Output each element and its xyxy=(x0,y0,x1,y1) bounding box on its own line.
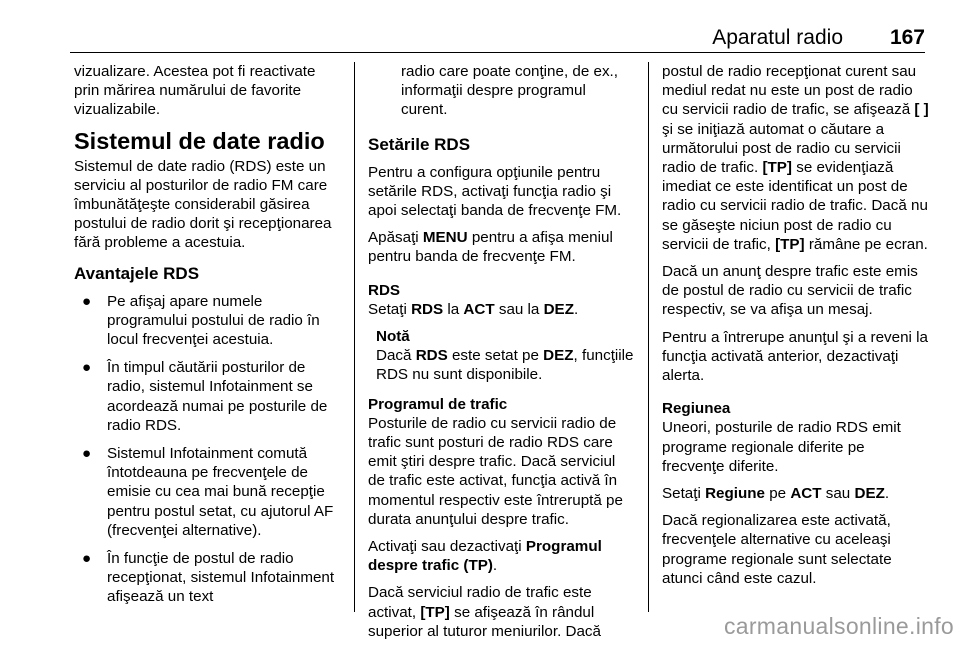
column-divider-2 xyxy=(648,62,649,612)
region-paragraph-3: Dacă regionalizarea este activată, frecvenţele alternative cu aceleaşi programe regionale sunt selectate atunci când este cazul. xyxy=(662,512,892,587)
menu-key-label: MENU xyxy=(422,229,468,247)
header-title: Aparatul radio xyxy=(712,26,843,49)
list-item: ● În funcţie de postul de radio recepţionat, sistemul Infotainment afişează un text xyxy=(82,550,335,606)
advantages-list xyxy=(74,292,344,607)
settings-paragraph-2: Apăsaţi MENU pentru a afişa meniul pentru banda de frecvenţe FM. xyxy=(368,229,613,266)
bullet-icon: ● xyxy=(82,445,92,463)
column-divider-1 xyxy=(354,62,355,612)
page-header xyxy=(70,26,925,53)
traffic-program-heading: Programul de trafic xyxy=(368,395,508,413)
section-heading-rds: Sistemul de date radio xyxy=(74,127,325,154)
intro-paragraph: vizualizare. Acestea pot fi reactivate prin mărirea numărului de favorite vizualizabile. xyxy=(74,63,316,119)
column-1 xyxy=(74,62,344,616)
list-item: ● Pe afişaj apare numele programului postului de radio în locul frecvenţei acestuia. xyxy=(82,292,320,349)
watermark-text: carmanualsonline.info xyxy=(723,613,954,639)
region-paragraph-2: Setaţi Regiune pe ACT sau DEZ. xyxy=(662,485,890,503)
traffic-interrupt-paragraph: Pentru a întrerupe anunţul şi a reveni la funcţia activată anterior, dezactivaţi alerta. xyxy=(662,328,928,385)
traffic-paragraph-2: Activaţi sau dezactivaţi Programul despre trafic (TP). xyxy=(368,538,602,575)
region-paragraph-1: Uneori, posturile de radio RDS emit programe regionale diferite pe frecvenţe diferite. xyxy=(662,419,901,475)
traffic-message-paragraph: Dacă un anunţ despre trafic este emis de postul de radio cu servicii de trafic respectiv, se va afişa un mesaj. xyxy=(662,263,918,319)
traffic-continued-paragraph: postul de radio recepţionat curent sau mediul redat nu este un post de radio cu servicii radio de trafic, se afişează [ ] şi se iniţiază automat o căutare a următorului post de radio cu servicii radio de trafic. [TP] se evidenţiază imediat ce este identificat un post de radio cu servicii radio de trafic. Dacă nu se găseşte niciun post de radio cu servicii de trafic, [TP] rămâne pe ecran. xyxy=(662,63,929,253)
bullet-icon: ● xyxy=(82,359,92,377)
region-heading: Regiunea xyxy=(662,400,731,418)
subheading-rds-settings: Setările RDS xyxy=(368,134,471,154)
list-item: ● În timpul căutării posturilor de radio, sistemul Infotainment se acordează numai pe posturile de radio RDS. xyxy=(82,359,328,434)
rds-description: Sistemul de date radio (RDS) este un serviciu al posturilor de radio FM care îmbunătăţeşte considerabil găsirea postului de radio dorit şi recepţionarea fără probleme a acestuia. xyxy=(74,157,332,252)
note-box xyxy=(368,327,636,385)
column-2 xyxy=(368,62,636,649)
bullet-icon: ● xyxy=(82,292,92,310)
column-3 xyxy=(662,62,930,596)
page-number: 167 xyxy=(889,26,925,49)
settings-paragraph-1: Pentru a configura opţiunile pentru setările RDS, activaţi funcţia radio şi apoi selectaţi banda de frecvenţe FM. xyxy=(368,163,622,220)
rds-option-paragraph: Setaţi RDS la ACT sau la DEZ. xyxy=(368,300,579,318)
rds-option-heading: RDS xyxy=(368,281,401,299)
list-item: ● Sistemul Infotainment comută întotdeauna pe frecvenţele de emisie cu cea mai bună recepţie pentru postul setat, cu ajutorul AF (frecvenţei alternative). xyxy=(82,445,334,539)
note-title: Notă xyxy=(376,328,410,346)
traffic-paragraph-1: Posturile de radio cu servicii radio de trafic sunt posturi de radio RDS care emit ştiri despre trafic. Dacă serviciul de trafic este activat, funcţia activă în momentul respectiv este întreruptă pe durata anunţului despre trafic. xyxy=(368,414,623,528)
traffic-paragraph-3: Dacă serviciul radio de trafic este activat, [TP] se afişează în rândul superior al tuturor meniurilor. Dacă xyxy=(368,584,601,640)
continued-paragraph: radio care poate conţine, de ex., informaţii despre programul curent. xyxy=(401,63,618,119)
subheading-rds-advantages: Avantajele RDS xyxy=(74,263,200,283)
bullet-icon: ● xyxy=(82,550,92,568)
note-text: Dacă RDS este setat pe DEZ, funcţiile RDS nu sunt disponibile. xyxy=(376,347,634,384)
